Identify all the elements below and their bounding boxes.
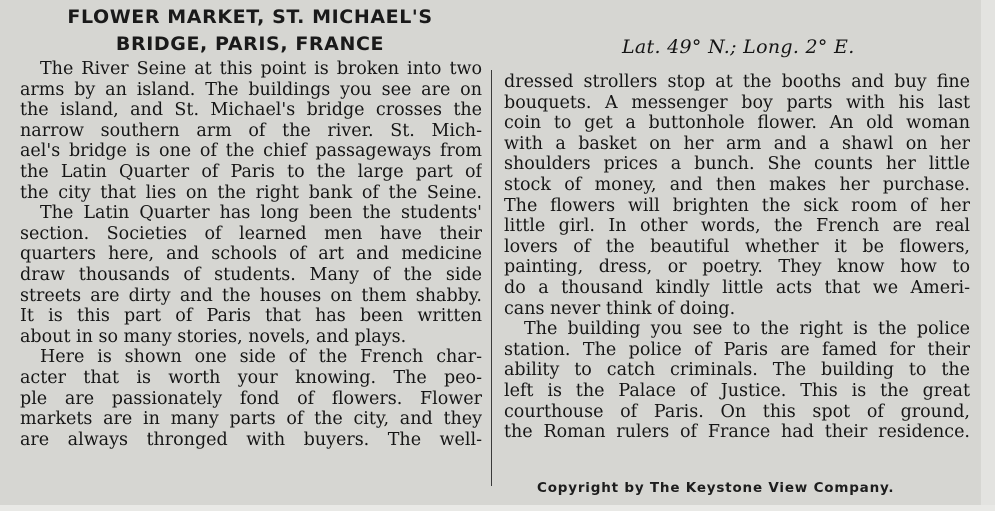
text-line: The Latin Quarter has long been the students' xyxy=(40,203,482,224)
text-line: shoulders prices a bunch. She counts her little xyxy=(504,154,970,175)
text-line: station. The police of Paris are famed for their xyxy=(504,339,970,360)
text-line: arms by an island. The buildings you see are on xyxy=(20,79,482,100)
text-line: quarters here, and schools of art and medicine xyxy=(20,244,482,265)
text-line: ability to catch criminals. The building to the xyxy=(504,360,970,381)
text-line: the Latin Quarter of Paris to the large part of xyxy=(20,161,482,182)
text-line: about in so many stories, novels, and plays. xyxy=(20,326,407,347)
text-line: section. Societies of learned men have their xyxy=(20,223,482,244)
text-line: courthouse of Paris. On this spot of ground, xyxy=(504,401,970,422)
text-line: acter that is worth your knowing. The peo- xyxy=(20,367,482,388)
text-line: The flowers will brighten the sick room of her xyxy=(504,195,970,216)
paper-edge-right xyxy=(981,0,995,511)
title-line: BRIDGE, PARIS, FRANCE xyxy=(115,33,385,55)
right-column xyxy=(504,72,970,443)
text-line: streets are dirty and the houses on them shabby. xyxy=(20,285,482,306)
text-line: narrow southern arm of the river. St. Mich- xyxy=(20,120,482,141)
text-line: It is this part of Paris that has been written xyxy=(20,306,482,327)
article-title xyxy=(30,4,470,58)
text-line: markets are in many parts of the city, and they xyxy=(20,409,482,430)
text-line: do a thousand kindly little acts that we Ameri- xyxy=(504,277,970,298)
text-line: with a basket on her arm and a shawl on her xyxy=(504,133,970,154)
text-line: are always thronged with buyers. The well- xyxy=(20,429,482,450)
title-line: FLOWER MARKET, ST. MICHAEL'S xyxy=(67,6,433,28)
text-line: The building you see to the right is the police xyxy=(524,319,970,340)
text-line: painting, dress, or poetry. They know how to xyxy=(504,257,970,278)
paper-edge-bottom xyxy=(0,505,995,511)
text-line: dressed strollers stop at the booths and buy fine xyxy=(504,72,970,92)
text-line: lovers of the beautiful whether it be flowers, xyxy=(504,236,970,257)
column-divider xyxy=(491,70,492,486)
left-column xyxy=(20,59,482,450)
text-line: draw thousands of students. Many of the side xyxy=(20,264,482,285)
text-line: cans never think of doing. xyxy=(504,298,736,319)
text-line: little girl. In other words, the French are real xyxy=(504,216,970,237)
text-line: coin to get a buttonhole flower. An old woman xyxy=(504,113,970,134)
text-line: stock of money, and then makes her purchase. xyxy=(504,174,970,195)
coordinates-text: Lat. 49° N.; Long. 2° E. xyxy=(622,36,855,58)
text-line: the island, and St. Michael's bridge crosses the xyxy=(20,100,482,121)
text-line: the city that lies on the right bank of the Seine. xyxy=(20,182,482,203)
text-line: ael's bridge is one of the chief passageways from xyxy=(20,141,482,162)
text-line: The River Seine at this point is broken into two xyxy=(40,59,482,79)
text-line: the Roman rulers of France had their residence. xyxy=(504,422,970,443)
copyright-notice: Copyright by The Keystone View Company. xyxy=(537,480,895,496)
text-line: ple are passionately fond of flowers. Flower xyxy=(20,388,482,409)
text-line: Here is shown one side of the French char- xyxy=(40,347,482,368)
text-line: left is the Palace of Justice. This is the great xyxy=(504,380,970,401)
text-line: bouquets. A messenger boy parts with his last xyxy=(504,92,970,113)
